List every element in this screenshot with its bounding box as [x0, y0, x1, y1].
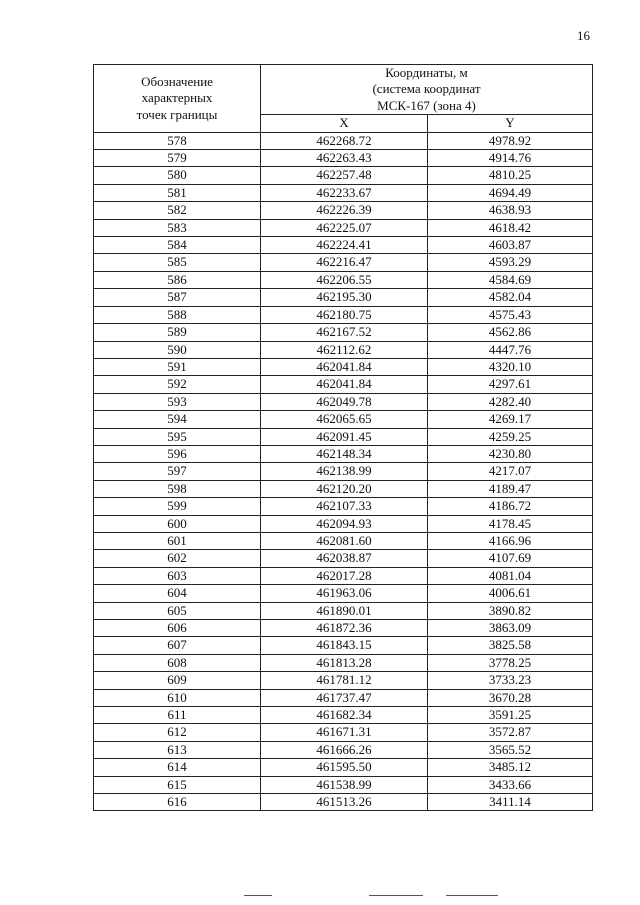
y-coordinate-cell: 3778.25 — [428, 654, 593, 671]
y-coordinate-cell: 4107.69 — [428, 550, 593, 567]
point-number-cell: 613 — [94, 741, 261, 758]
page-number: 16 — [577, 28, 590, 43]
x-coordinate-cell: 462081.60 — [261, 532, 428, 549]
x-coordinate-cell: 462233.67 — [261, 184, 428, 201]
point-number-cell: 605 — [94, 602, 261, 619]
y-coordinate-cell: 4006.61 — [428, 585, 593, 602]
x-coordinate-cell: 461538.99 — [261, 776, 428, 793]
y-coordinate-cell: 3485.12 — [428, 759, 593, 776]
y-coordinate-cell: 4081.04 — [428, 567, 593, 584]
point-number-cell: 580 — [94, 167, 261, 184]
point-number-cell: 602 — [94, 550, 261, 567]
footer-scan-marks — [0, 893, 640, 899]
table-row — [94, 689, 593, 706]
y-coordinate-cell: 3733.23 — [428, 672, 593, 689]
point-number-cell: 599 — [94, 498, 261, 515]
table-row — [94, 376, 593, 393]
table-row — [94, 358, 593, 375]
y-coordinate-cell: 4259.25 — [428, 428, 593, 445]
point-number-cell: 586 — [94, 271, 261, 288]
table-row — [94, 776, 593, 793]
table-row — [94, 567, 593, 584]
y-coordinate-cell: 3890.82 — [428, 602, 593, 619]
x-coordinate-cell: 461890.01 — [261, 602, 428, 619]
x-coordinate-cell: 462120.20 — [261, 480, 428, 497]
table-row — [94, 150, 593, 167]
table-row — [94, 289, 593, 306]
table-row — [94, 637, 593, 654]
point-number-cell: 615 — [94, 776, 261, 793]
x-coordinate-cell: 462041.84 — [261, 358, 428, 375]
table-row — [94, 411, 593, 428]
x-coordinate-cell: 462112.62 — [261, 341, 428, 358]
point-number-cell: 604 — [94, 585, 261, 602]
x-coordinate-cell: 462017.28 — [261, 567, 428, 584]
y-coordinate-cell: 3591.25 — [428, 707, 593, 724]
x-coordinate-cell: 462216.47 — [261, 254, 428, 271]
point-number-cell: 590 — [94, 341, 261, 358]
x-coordinate-cell: 462224.41 — [261, 237, 428, 254]
table-row — [94, 532, 593, 549]
point-number-cell: 610 — [94, 689, 261, 706]
header-y: Y — [428, 115, 593, 132]
y-coordinate-cell: 3863.09 — [428, 620, 593, 637]
table-row — [94, 271, 593, 288]
table-row — [94, 498, 593, 515]
x-coordinate-cell: 461963.06 — [261, 585, 428, 602]
y-coordinate-cell: 4593.29 — [428, 254, 593, 271]
table-row — [94, 341, 593, 358]
y-coordinate-cell: 4978.92 — [428, 132, 593, 149]
y-coordinate-cell: 4178.45 — [428, 515, 593, 532]
table-row — [94, 393, 593, 410]
y-coordinate-cell: 4447.76 — [428, 341, 593, 358]
x-coordinate-cell: 462107.33 — [261, 498, 428, 515]
x-coordinate-cell: 461813.28 — [261, 654, 428, 671]
point-number-cell: 583 — [94, 219, 261, 236]
header-point-line-1: Обозначение — [141, 73, 213, 89]
y-coordinate-cell: 3670.28 — [428, 689, 593, 706]
point-number-cell: 598 — [94, 480, 261, 497]
table-row — [94, 741, 593, 758]
point-number-cell: 582 — [94, 202, 261, 219]
point-number-cell: 611 — [94, 707, 261, 724]
header-point-designation — [94, 65, 261, 133]
y-coordinate-cell: 4320.10 — [428, 358, 593, 375]
point-number-cell: 609 — [94, 672, 261, 689]
point-number-cell: 601 — [94, 532, 261, 549]
y-coordinate-cell: 3411.14 — [428, 794, 593, 811]
point-number-cell: 581 — [94, 184, 261, 201]
x-coordinate-cell: 462094.93 — [261, 515, 428, 532]
x-coordinate-cell: 461666.26 — [261, 741, 428, 758]
table-row — [94, 445, 593, 462]
x-coordinate-cell: 462226.39 — [261, 202, 428, 219]
x-coordinate-cell: 462065.65 — [261, 411, 428, 428]
table-row — [94, 237, 593, 254]
point-number-cell: 606 — [94, 620, 261, 637]
point-number-cell: 578 — [94, 132, 261, 149]
point-number-cell: 585 — [94, 254, 261, 271]
y-coordinate-cell: 3565.52 — [428, 741, 593, 758]
point-number-cell: 600 — [94, 515, 261, 532]
table-row — [94, 306, 593, 323]
y-coordinate-cell: 4562.86 — [428, 324, 593, 341]
x-coordinate-cell: 462167.52 — [261, 324, 428, 341]
table-row — [94, 184, 593, 201]
table-row — [94, 480, 593, 497]
coordinates-table — [93, 64, 593, 811]
y-coordinate-cell: 4230.80 — [428, 445, 593, 462]
table-row — [94, 602, 593, 619]
y-coordinate-cell: 4584.69 — [428, 271, 593, 288]
x-coordinate-cell: 461682.34 — [261, 707, 428, 724]
point-number-cell: 607 — [94, 637, 261, 654]
table-row — [94, 202, 593, 219]
table-row — [94, 672, 593, 689]
y-coordinate-cell: 4810.25 — [428, 167, 593, 184]
x-coordinate-cell: 462180.75 — [261, 306, 428, 323]
point-number-cell: 614 — [94, 759, 261, 776]
y-coordinate-cell: 4166.96 — [428, 532, 593, 549]
x-coordinate-cell: 461872.36 — [261, 620, 428, 637]
y-coordinate-cell: 3572.87 — [428, 724, 593, 741]
point-number-cell: 591 — [94, 358, 261, 375]
point-number-cell: 579 — [94, 150, 261, 167]
x-coordinate-cell: 462041.84 — [261, 376, 428, 393]
point-number-cell: 587 — [94, 289, 261, 306]
table-row — [94, 620, 593, 637]
point-number-cell: 596 — [94, 445, 261, 462]
x-coordinate-cell: 461671.31 — [261, 724, 428, 741]
table-row — [94, 132, 593, 149]
point-number-cell: 589 — [94, 324, 261, 341]
y-coordinate-cell: 4603.87 — [428, 237, 593, 254]
y-coordinate-cell: 4582.04 — [428, 289, 593, 306]
header-point-line-2: характерных — [141, 90, 213, 106]
header-coords-line-3: МСК-167 (зона 4) — [377, 97, 476, 113]
y-coordinate-cell: 3825.58 — [428, 637, 593, 654]
y-coordinate-cell: 4694.49 — [428, 184, 593, 201]
table-row — [94, 167, 593, 184]
y-coordinate-cell: 4638.93 — [428, 202, 593, 219]
table-row — [94, 515, 593, 532]
header-coordinates — [261, 65, 593, 115]
point-number-cell: 588 — [94, 306, 261, 323]
point-number-cell: 584 — [94, 237, 261, 254]
header-coords-line-1: Координаты, м — [385, 65, 468, 80]
table-row — [94, 794, 593, 811]
point-number-cell: 597 — [94, 463, 261, 480]
x-coordinate-cell: 462225.07 — [261, 219, 428, 236]
table-row — [94, 724, 593, 741]
table-row — [94, 585, 593, 602]
x-coordinate-cell: 461513.26 — [261, 794, 428, 811]
header-point-line-3: точек границы — [136, 106, 218, 122]
point-number-cell: 616 — [94, 794, 261, 811]
table-row — [94, 707, 593, 724]
table-body — [94, 132, 593, 811]
table-row — [94, 219, 593, 236]
y-coordinate-cell: 4618.42 — [428, 219, 593, 236]
x-coordinate-cell: 462038.87 — [261, 550, 428, 567]
y-coordinate-cell: 4914.76 — [428, 150, 593, 167]
x-coordinate-cell: 461843.15 — [261, 637, 428, 654]
y-coordinate-cell: 4297.61 — [428, 376, 593, 393]
point-number-cell: 612 — [94, 724, 261, 741]
table-row — [94, 428, 593, 445]
x-coordinate-cell: 462257.48 — [261, 167, 428, 184]
table-row — [94, 463, 593, 480]
point-number-cell: 608 — [94, 654, 261, 671]
table-row — [94, 759, 593, 776]
point-number-cell: 594 — [94, 411, 261, 428]
y-coordinate-cell: 4189.47 — [428, 480, 593, 497]
y-coordinate-cell: 3433.66 — [428, 776, 593, 793]
x-coordinate-cell: 462148.34 — [261, 445, 428, 462]
x-coordinate-cell: 461737.47 — [261, 689, 428, 706]
point-number-cell: 595 — [94, 428, 261, 445]
table-header — [94, 65, 593, 133]
y-coordinate-cell: 4269.17 — [428, 411, 593, 428]
x-coordinate-cell: 462138.99 — [261, 463, 428, 480]
header-x: X — [261, 115, 428, 132]
y-coordinate-cell: 4186.72 — [428, 498, 593, 515]
table-row — [94, 324, 593, 341]
y-coordinate-cell: 4575.43 — [428, 306, 593, 323]
x-coordinate-cell: 462195.30 — [261, 289, 428, 306]
point-number-cell: 593 — [94, 393, 261, 410]
x-coordinate-cell: 462091.45 — [261, 428, 428, 445]
header-coords-line-2: (система координат — [372, 81, 481, 97]
x-coordinate-cell: 462206.55 — [261, 271, 428, 288]
point-number-cell: 603 — [94, 567, 261, 584]
table-row — [94, 254, 593, 271]
point-number-cell: 592 — [94, 376, 261, 393]
table-row — [94, 550, 593, 567]
x-coordinate-cell: 462049.78 — [261, 393, 428, 410]
table-row — [94, 654, 593, 671]
x-coordinate-cell: 462263.43 — [261, 150, 428, 167]
x-coordinate-cell: 462268.72 — [261, 132, 428, 149]
x-coordinate-cell: 461781.12 — [261, 672, 428, 689]
y-coordinate-cell: 4217.07 — [428, 463, 593, 480]
x-coordinate-cell: 461595.50 — [261, 759, 428, 776]
y-coordinate-cell: 4282.40 — [428, 393, 593, 410]
